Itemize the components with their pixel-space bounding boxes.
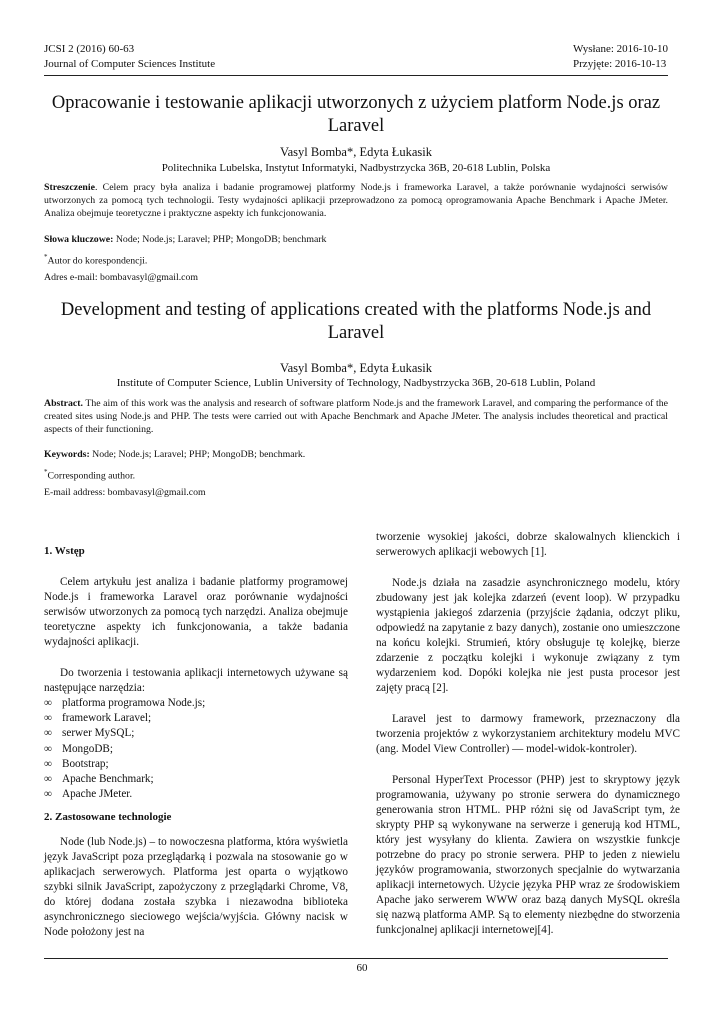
polish-abstract-text: . Celem pracy była analiza i badanie programowej platformy Node.js i frameworka Laravel, a także porównanie wydajności serwisów utworzonych za pomocą tych technologii. Testy wydajności aplikacji przeprowadzono za pomocą oprogramowania Apache Benchmark i Apache JMeter. Analiza obejmuje teoretyczne i praktyczne aspekty ich funkcjonowania. xyxy=(44,182,668,219)
english-abstract xyxy=(44,397,668,436)
technologies-paragraph: Node (lub Node.js) – to nowoczesna platforma, która wyświetla język JavaScript poza przeglądarką i pozwala na stosowanie go w aplikacjach serwerowych. Platforma jest oparta o wyjątkowo szybki silnik JavaScript, zapożyczony z przeglądarki Chrome, V8, do której dodana została szybka i niezawodna biblioteka asynchronicznego sieciowego wejścia/wyjścia. Główny nacisk w Node położony jest na xyxy=(44,836,348,939)
infinity-bullet-icon: ∞ xyxy=(44,697,52,709)
section-heading-introduction: 1. Wstęp xyxy=(44,545,85,557)
right-paragraph-continued: tworzenie wysokiej jakości, dobrze skalowalnych klienckich i serwerowych aplikacji webowych [1]. xyxy=(376,531,680,558)
nodejs-paragraph: Node.js działa na zasadzie asynchronicznego modelu, który zbudowany jest jak kolejka zdarzeń (event loop). W przypadku wystąpienia jakiegoś zdarzenia (przyjście żądania, odczyt pliku, odpowiedź na zapytanie z bazy danych), zostanie ono umieszczone na końcu kolejki. Strumień, który obsługuje tę kolejkę, bierze zdarzenie z początku kolejki i wykonuje związany z tym wydarzeniem kod. Dopóki kolejka nie jest pusta procesor jest zajęty pracą [2]. xyxy=(376,577,680,694)
journal-header-left xyxy=(44,42,215,72)
tools-list xyxy=(44,696,348,802)
english-keywords-label: Keywords: xyxy=(44,449,90,460)
infinity-bullet-icon: ∞ xyxy=(44,773,52,786)
polish-keywords-label: Słowa kluczowe: xyxy=(44,234,114,245)
polish-corresponding: *Autor do korespondencji. xyxy=(44,253,148,267)
page-number: 60 xyxy=(356,962,368,974)
footer-rule xyxy=(44,958,668,959)
infinity-bullet-icon: ∞ xyxy=(44,742,52,755)
header-rule xyxy=(44,75,668,76)
list-item: ∞ framework Laravel; xyxy=(44,711,348,726)
list-item: ∞ Bootstrap; xyxy=(44,757,348,772)
polish-keywords-text: Node; Node.js; Laravel; PHP; MongoDB; benchmark xyxy=(113,234,327,245)
journal-header-right xyxy=(573,42,668,72)
english-corresponding: *Corresponding author. xyxy=(44,468,136,482)
journal-issue: JCSI 2 (2016) 60-63 xyxy=(44,43,135,55)
english-email: E-mail address: bombavasyl@gmail.com xyxy=(44,487,206,498)
list-item: ∞ platforma programowa Node.js; xyxy=(44,696,348,711)
right-column xyxy=(376,530,680,938)
intro-paragraph-1: Celem artykułu jest analiza i badanie platformy programowej Node.js i frameworka Laravel oraz porównanie wydajności serwisów utworzonych za pomocą tych narzędzi. Analiza obejmuje teoretyczne aspekty ich funkcjonowania, a także badania wydajności aplikacji. xyxy=(44,576,348,648)
sent-date: Wysłane: 2016-10-10 xyxy=(573,43,668,55)
english-affiliation: Institute of Computer Science, Lublin University of Technology, Nadbystrzycka 36B, 20-618 Lublin, Poland xyxy=(116,377,596,389)
polish-abstract xyxy=(44,181,668,220)
list-item: ∞ Apache JMeter. xyxy=(44,787,348,802)
infinity-bullet-icon: ∞ xyxy=(44,727,52,740)
infinity-bullet-icon: ∞ xyxy=(44,712,52,725)
section-heading-technologies: 2. Zastosowane technologie xyxy=(44,811,172,824)
infinity-bullet-icon: ∞ xyxy=(44,788,52,801)
list-item: ∞ MongoDB; xyxy=(44,742,348,757)
infinity-bullet-icon: ∞ xyxy=(44,757,52,770)
polish-affiliation: Politechnika Lubelska, Instytut Informatyki, Nadbystrzycka 36B, 20-618 Lublin, Polska xyxy=(161,162,551,174)
left-column xyxy=(44,544,348,940)
list-item: ∞ Apache Benchmark; xyxy=(44,772,348,787)
english-keywords xyxy=(44,448,305,461)
laravel-paragraph: Laravel jest to darmowy framework, przeznaczony dla tworzenia projektów z wykorzystaniem architektury modelu MVC (ang. Model View Controller) — model-widok-kontroler). xyxy=(376,713,680,755)
polish-authors: Vasyl Bomba*, Edyta Łukasik xyxy=(279,145,433,159)
intro-paragraph-2: Do tworzenia i testowania aplikacji internetowych używane są następujące narzędzia: xyxy=(44,667,348,694)
php-paragraph: Personal HyperText Processor (PHP) jest to skryptowy język programowania, używany po stronie serwera do dynamicznego generowania stron HTML. PHP różni się od JavaScript tym, że skrypty PHP są wykonywane na serwerze i generują kod HTML, który jest wysyłany do klienta. Zawiera on wszystkie funkcje potrzebne do pracy po stronie serwera. PHP to jeden z niewielu języków programowania, stworzonych specjalnie do wytwarzania aplikacji internetowych. Użycie języka PHP wraz ze środowiskiem Apache jako serwerem WWW oraz bazą danych MySQL określa się nazwą platforma AMP. Są to elementy niezbędne do stworzenia funkcjonalnej aplikacji internetowej[4]. xyxy=(376,774,680,936)
english-abstract-text: The aim of this work was the analysis and research of software platform Node.js and the framework Laravel, and comparing the performance of the created sites using Node.js and PHP. The tests were carried out with Apache Benchmark and Apache JMeter. The analysis includes theoretical and practical aspects of their functioning. xyxy=(44,398,668,435)
journal-name: Journal of Computer Sciences Institute xyxy=(44,58,216,70)
accepted-date: Przyjęte: 2016-10-13 xyxy=(573,58,667,70)
polish-title: Opracowanie i testowanie aplikacji utworzonych z użyciem platform Node.js oraz Laravel xyxy=(51,93,661,136)
polish-keywords xyxy=(44,233,326,246)
polish-abstract-label: Streszczenie xyxy=(44,182,95,193)
polish-email: Adres e-mail: bombavasyl@gmail.com xyxy=(44,272,199,283)
english-authors: Vasyl Bomba*, Edyta Łukasik xyxy=(279,361,433,375)
english-title: Development and testing of applications created with the platforms Node.js and Laravel xyxy=(60,300,652,343)
english-abstract-label: Abstract. xyxy=(44,398,83,409)
english-keywords-text: Node; Node.js; Laravel; PHP; MongoDB; benchmark. xyxy=(89,449,306,460)
list-item: ∞ serwer MySQL; xyxy=(44,726,348,741)
